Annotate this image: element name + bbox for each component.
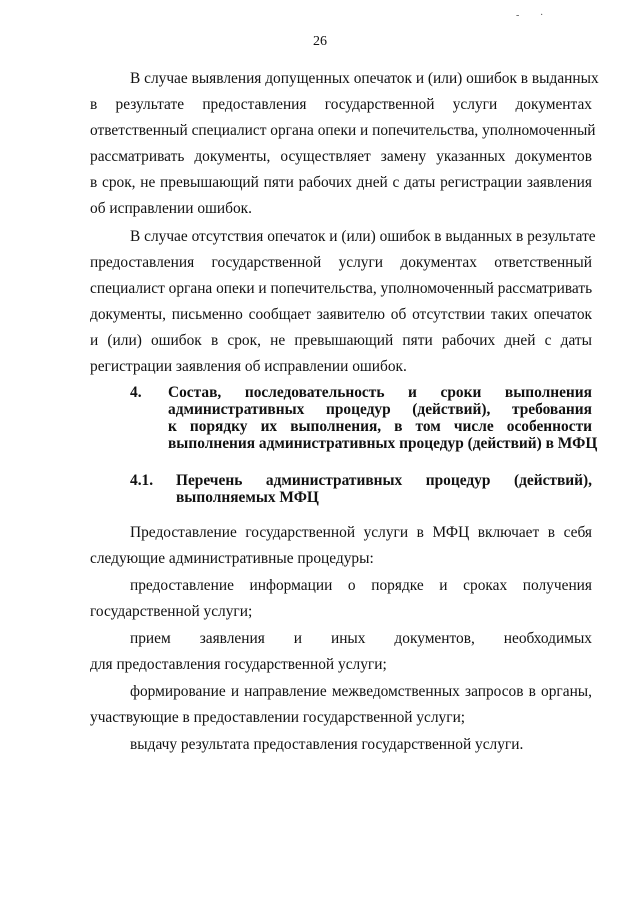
- paragraph-line: специалист органа опеки и попечительства, уполномоченный рассматривать: [90, 280, 593, 297]
- subsection-heading-line: выполняемых МФЦ: [176, 489, 319, 506]
- list-item-line: выдачу результата предоставления государственной услуги.: [130, 736, 524, 753]
- paragraph-line: в срок, не превышающий пяти рабочих дней с даты регистрации заявления: [90, 174, 592, 191]
- paragraph-line: и (или) ошибок в срок, не превышающий пяти рабочих дней с даты: [90, 332, 592, 349]
- scan-mark: ·: [540, 10, 544, 21]
- scan-mark: -: [516, 10, 520, 21]
- paragraph-line: следующие административные процедуры:: [90, 550, 374, 567]
- paragraph-line: предоставления государственной услуги документах ответственный: [90, 254, 592, 271]
- paragraph-line: Предоставление государственной услуги в МФЦ включает в себя: [130, 524, 592, 541]
- paragraph-line: документы, письменно сообщает заявителю об отсутствии таких опечаток: [90, 306, 592, 323]
- list-item-line: предоставление информации о порядке и сроках получения: [130, 577, 592, 594]
- paragraph-line: В случае выявления допущенных опечаток и (или) ошибок в выданных: [130, 70, 599, 87]
- subsection-heading-line: Перечень административных процедур (действий),: [176, 472, 592, 489]
- section-heading-line: Состав, последовательность и сроки выполнения: [168, 384, 592, 401]
- section-heading-line: административных процедур (действий), требования: [168, 401, 592, 418]
- paragraph-line: об исправлении ошибок.: [90, 200, 252, 217]
- list-item-line: государственной услуги;: [90, 603, 253, 620]
- page-number: 26: [313, 34, 327, 49]
- list-item-line: прием заявления и иных документов, необходимых: [130, 630, 592, 647]
- section-heading-line: выполнения административных процедур (действий) в МФЦ: [168, 435, 598, 452]
- subsection-number: 4.1.: [130, 472, 154, 489]
- paragraph-line: регистрации заявления об исправлении ошибок.: [90, 358, 407, 375]
- paragraph-line: В случае отсутствия опечаток и (или) ошибок в выданных в результате: [130, 228, 596, 245]
- section-number: 4.: [130, 384, 142, 401]
- section-heading-line: к порядку их выполнения, в том числе особенности: [168, 418, 592, 435]
- list-item-line: для предоставления государственной услуги;: [90, 656, 387, 673]
- list-item-line: формирование и направление межведомственных запросов в органы,: [130, 683, 592, 700]
- paragraph-line: в результате предоставления государственной услуги документах: [90, 96, 592, 113]
- paragraph-line: рассматривать документы, осуществляет замену указанных документов: [90, 148, 592, 165]
- list-item-line: участвующие в предоставлении государственной услуги;: [90, 709, 466, 726]
- paragraph-line: ответственный специалист органа опеки и попечительства, уполномоченный: [90, 122, 596, 139]
